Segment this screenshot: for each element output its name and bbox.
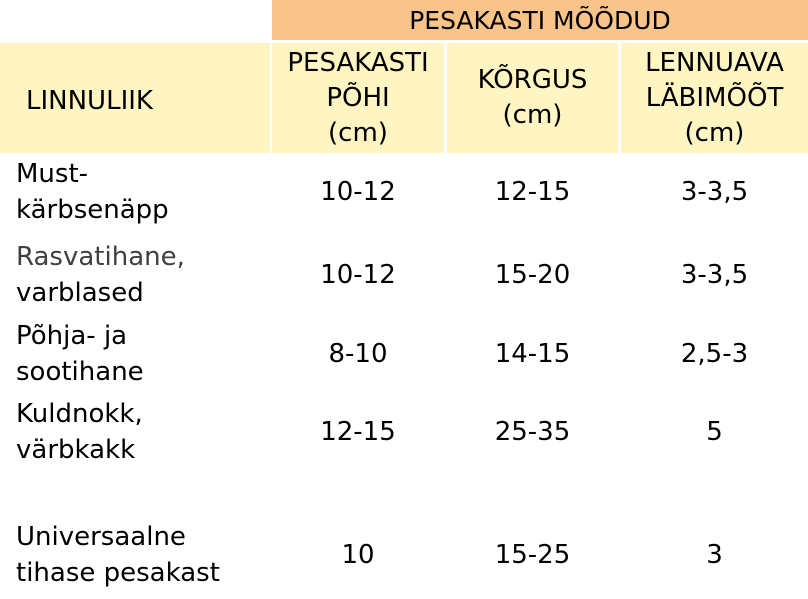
column-header-base — [272, 43, 444, 153]
bird-name — [16, 314, 271, 394]
table-row — [0, 515, 808, 595]
height-value: 14-15 — [494, 339, 571, 369]
base-value: 10-12 — [320, 177, 396, 207]
column-header-base-line1: PESAKASTI — [287, 47, 429, 78]
bird-name-line1: Rasvatihane, — [16, 242, 185, 272]
base-value: 12-15 — [320, 417, 396, 447]
base-value: 10-12 — [320, 260, 396, 290]
bird-name-line1: Kuldnokk, — [16, 399, 143, 429]
column-header-bird — [0, 43, 270, 153]
table-row — [0, 392, 808, 472]
bird-name — [16, 392, 271, 472]
bird-name-line2: värbkakk — [16, 435, 136, 465]
base-value: 8-10 — [328, 339, 388, 369]
height-value: 12-15 — [494, 177, 571, 207]
bird-name-line1: Universaalne — [16, 522, 186, 552]
bird-name-line2: tihase pesakast — [16, 558, 220, 588]
height-value: 15-25 — [494, 540, 571, 570]
bird-name-line2: kärbsenäpp — [16, 195, 169, 225]
column-header-height-line2: (cm) — [502, 100, 563, 130]
bird-name-line2: varblased — [16, 278, 144, 308]
column-header-base-line3: (cm) — [328, 117, 388, 148]
bird-name — [16, 515, 271, 595]
bird-name — [16, 235, 271, 315]
base-value: 10 — [341, 540, 375, 570]
bird-name-line1: Põhja- ja — [16, 321, 128, 351]
column-header-hole-line1: LENNUAVA — [645, 47, 784, 78]
table-row — [0, 314, 808, 394]
table-row — [0, 235, 808, 315]
group-header — [272, 0, 808, 40]
hole-value: 3-3,5 — [680, 177, 749, 207]
height-value: 15-20 — [494, 260, 571, 290]
height-value: 25-35 — [494, 417, 571, 447]
hole-value: 3 — [706, 540, 723, 570]
hole-value: 2,5-3 — [680, 339, 749, 369]
column-header-hole-line2: LÄBIMÕÕT — [645, 82, 784, 113]
hole-value: 5 — [706, 417, 723, 447]
column-header-height — [447, 43, 618, 153]
bird-name-line1: Must- — [16, 159, 89, 189]
bird-name-line2: sootihane — [16, 357, 144, 387]
column-header-base-line2: PÕHI — [326, 82, 390, 113]
column-header-height-line1: KÕRGUS — [477, 65, 588, 95]
hole-value: 3-3,5 — [680, 260, 749, 290]
group-header-label: PESAKASTI MÕÕDUD — [409, 5, 671, 35]
table-row — [0, 152, 808, 232]
column-header-hole — [621, 43, 808, 153]
bird-name — [16, 152, 271, 232]
column-header-bird-label: LINNULIIK — [26, 85, 153, 116]
column-header-hole-line3: (cm) — [684, 117, 745, 148]
